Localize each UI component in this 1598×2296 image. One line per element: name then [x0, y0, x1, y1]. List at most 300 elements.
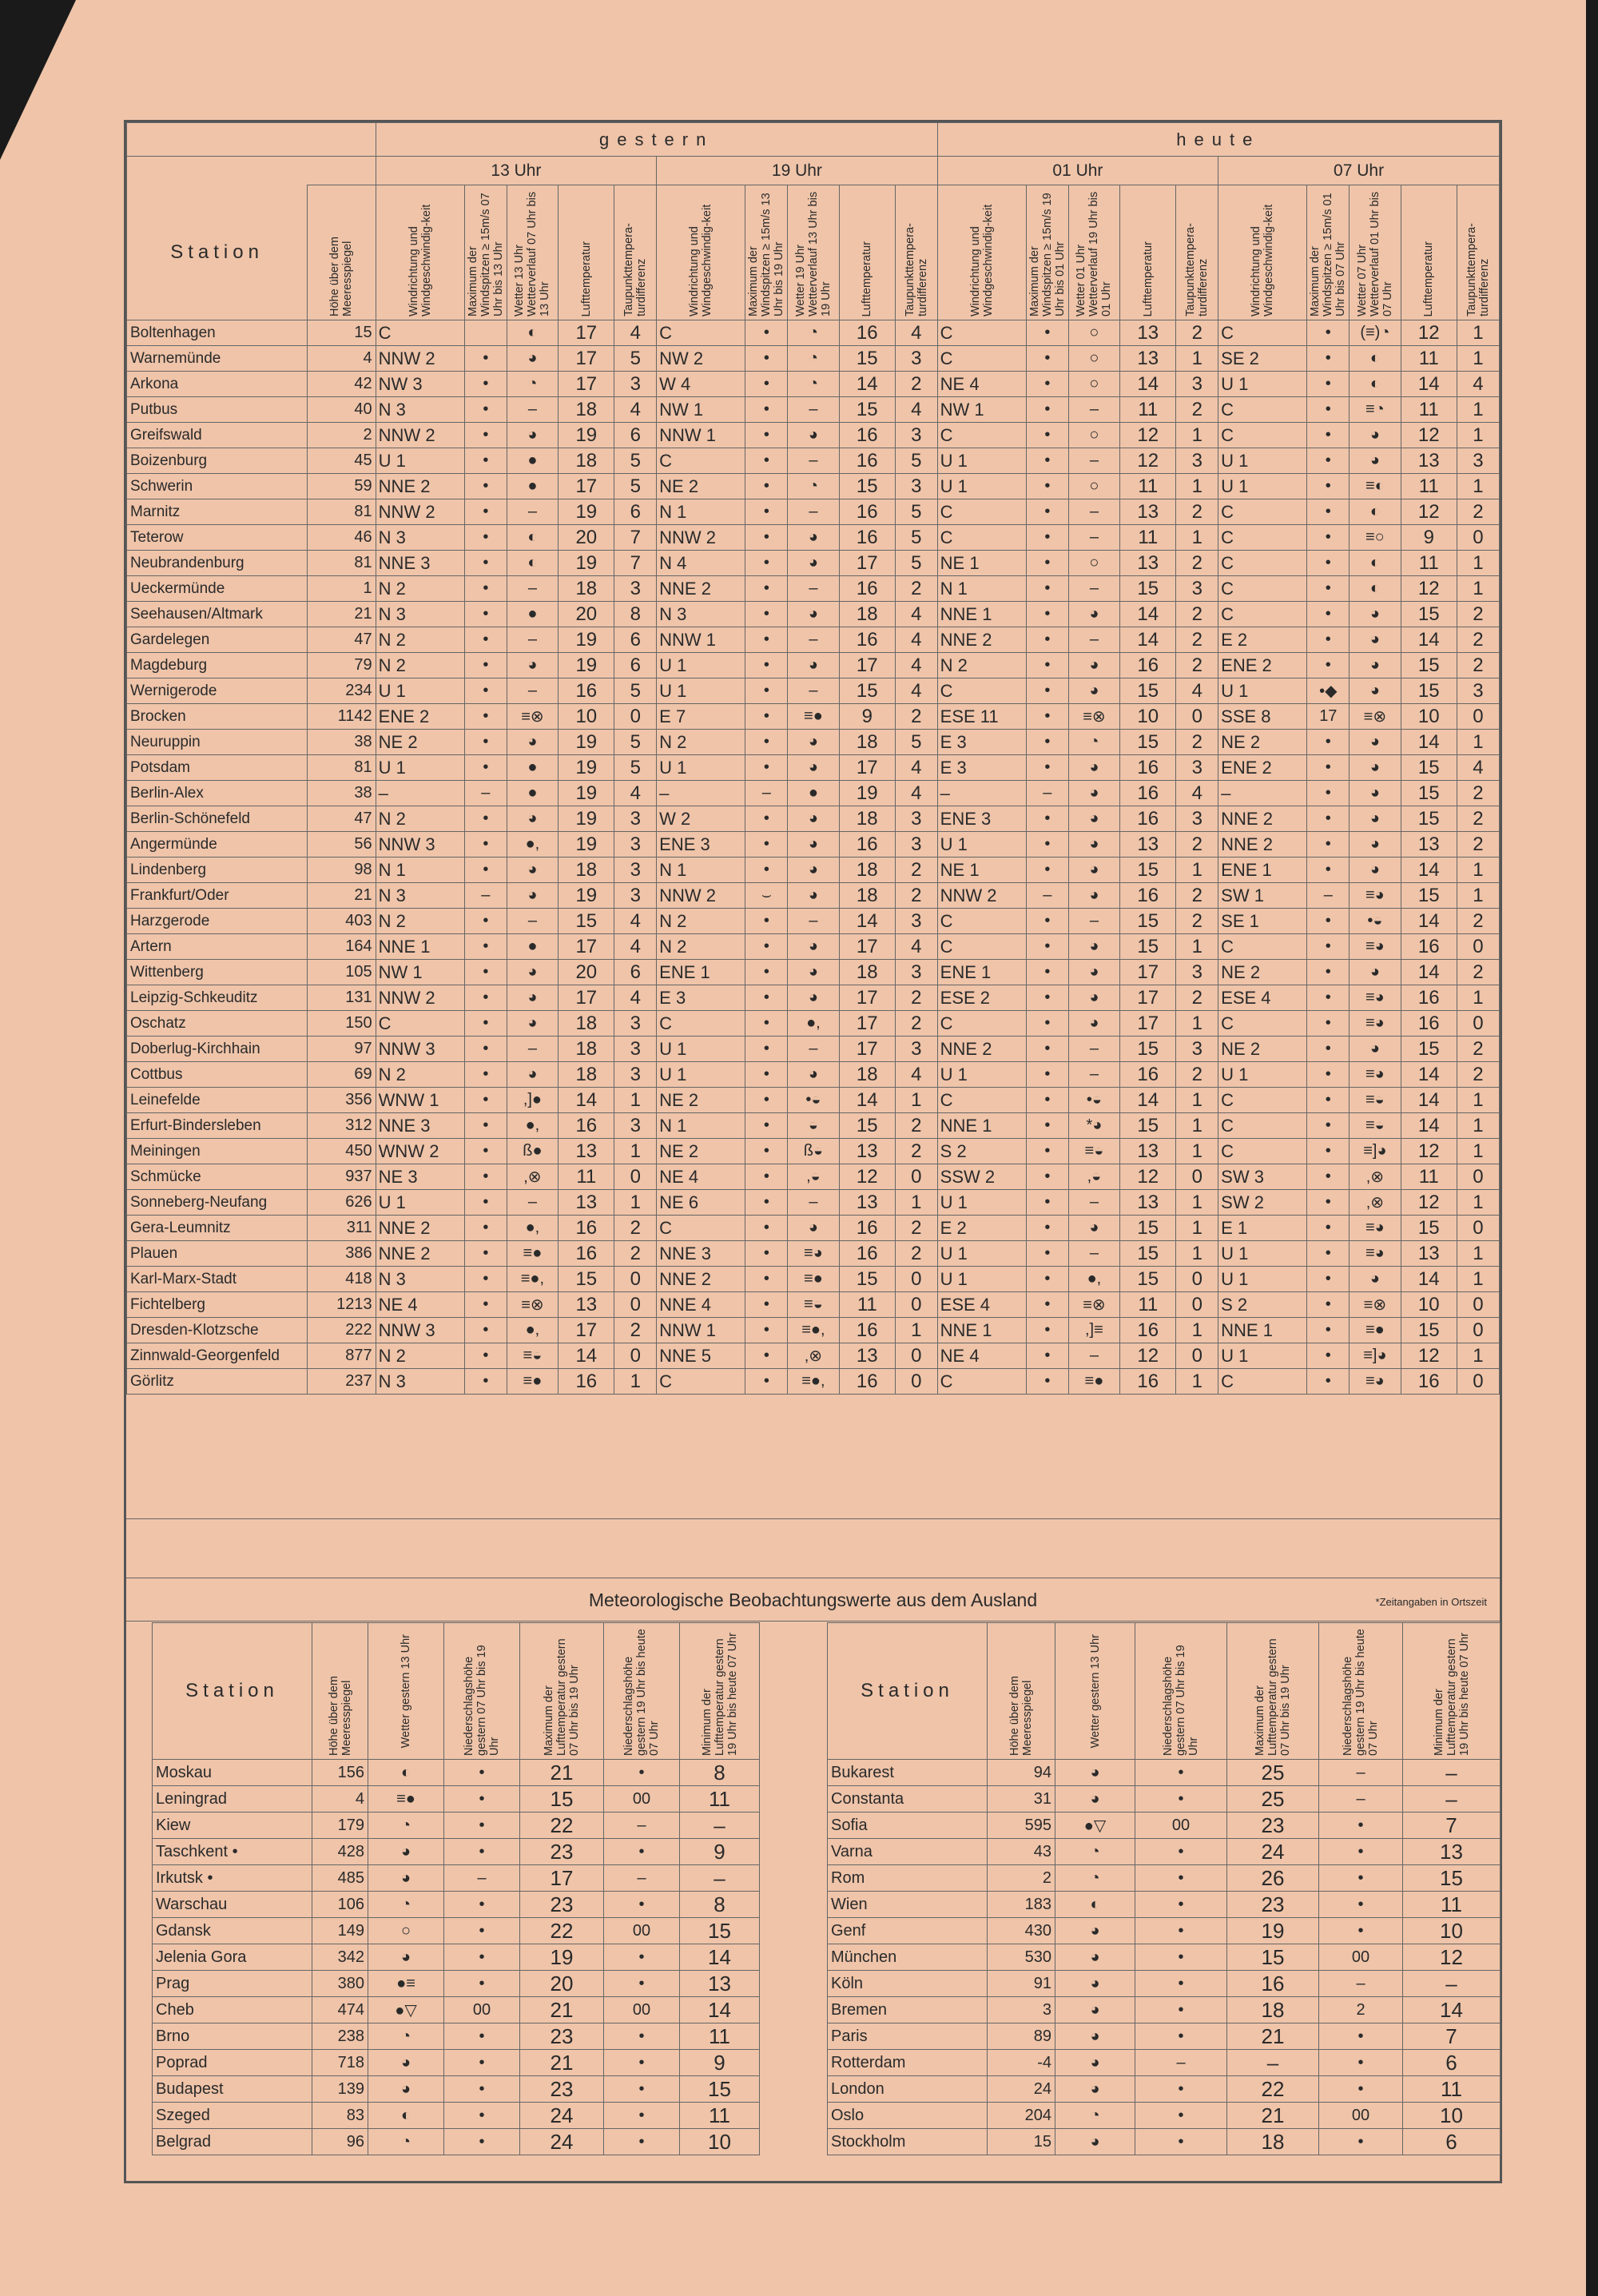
weather-cell: ●, — [788, 1011, 839, 1037]
weather-cell: ● — [507, 448, 558, 474]
wind-cell: NNW 2 — [937, 883, 1026, 909]
dewpoint-diff-cell: 0 — [1176, 1164, 1218, 1190]
wind-cell: U 1 — [937, 1190, 1026, 1216]
gust-cell: • — [464, 1113, 507, 1139]
temperature-cell: 15 — [1401, 602, 1457, 627]
wind-cell: ENE 2 — [1218, 755, 1307, 781]
column-header-col-max-13-0: Maximum der Windspitzen ≥ 15m/s 07 Uhr bis 13 Uhr — [464, 185, 507, 320]
precip-night-cell: • — [604, 2050, 680, 2076]
gust-cell: •◆ — [1307, 678, 1350, 704]
temperature-cell: 12 — [1401, 576, 1457, 602]
station-height: 24 — [988, 2076, 1055, 2103]
wind-cell: C — [657, 448, 745, 474]
weather-cell: ≡● — [1350, 1318, 1401, 1343]
dewpoint-diff-cell: 7 — [614, 551, 657, 576]
ausland-station-header: Station — [828, 1623, 988, 1760]
table-row — [127, 1139, 1500, 1164]
station-name: Neubrandenburg — [127, 551, 308, 576]
gust-cell: • — [1026, 1190, 1068, 1216]
temperature-cell: 14 — [1401, 1267, 1457, 1292]
weather-cell: ◐ — [1350, 551, 1401, 576]
station-name: Dresden-Klotzsche — [127, 1318, 308, 1343]
station-name: Belgrad — [153, 2129, 312, 2155]
gust-cell: • — [464, 551, 507, 576]
weather-cell: ◕ — [788, 755, 839, 781]
wind-cell: C — [1218, 499, 1307, 525]
weather-cell: ≡⊗ — [1350, 1292, 1401, 1318]
column-header-col-taupunkt-1: Taupunkttempera-turdifferenz — [895, 185, 937, 320]
gust-cell: • — [745, 346, 788, 372]
gust-cell: • — [464, 423, 507, 448]
wind-cell: E 3 — [937, 755, 1026, 781]
weather-cell: – — [1068, 627, 1119, 653]
precip-night-cell: • — [1319, 1839, 1403, 1865]
station-height: 386 — [308, 1241, 376, 1267]
temperature-cell: 15 — [1401, 1318, 1457, 1343]
station-height: 40 — [308, 397, 376, 423]
table-row — [153, 1892, 760, 1918]
station-name: Rotterdam — [828, 2050, 988, 2076]
station-name: Putbus — [127, 397, 308, 423]
gust-cell: • — [745, 858, 788, 883]
weather-cell: ◔ — [788, 346, 839, 372]
table-row — [127, 320, 1500, 346]
table-row — [127, 1318, 1500, 1343]
ausland-column-header: Maximum der Lufttemperatur gestern 07 Uhr bis 19 Uhr — [1227, 1623, 1319, 1760]
gust-cell: • — [464, 1267, 507, 1292]
temperature-cell: 19 — [559, 627, 614, 653]
station-height: 81 — [308, 551, 376, 576]
gust-cell: • — [745, 576, 788, 602]
temperature-cell: 12 — [1401, 1343, 1457, 1369]
station-height: 183 — [988, 1892, 1055, 1918]
weather-cell: ●▽ — [1055, 1813, 1135, 1839]
temperature-cell: 14 — [1401, 1062, 1457, 1088]
dewpoint-diff-cell: 2 — [1176, 602, 1218, 627]
corner-cell-2 — [127, 157, 376, 185]
wind-cell: ESE 2 — [937, 985, 1026, 1011]
dewpoint-diff-cell: 6 — [614, 627, 657, 653]
precip-night-cell: – — [604, 1865, 680, 1892]
temperature-cell: 15 — [839, 678, 895, 704]
max-temp-cell: 23 — [1227, 1892, 1319, 1918]
gust-cell: • — [1026, 320, 1068, 346]
wind-cell: – — [1218, 781, 1307, 806]
dewpoint-diff-cell: 1 — [1457, 1088, 1499, 1113]
table-row — [127, 755, 1500, 781]
dewpoint-diff-cell: 3 — [614, 1037, 657, 1062]
max-temp-cell: 21 — [1227, 2103, 1319, 2129]
weather-cell: ◕ — [368, 2076, 444, 2103]
gust-cell: • — [1026, 934, 1068, 960]
weather-cell: ○ — [1068, 423, 1119, 448]
weather-cell: ◕ — [507, 985, 558, 1011]
wind-cell: U 1 — [1218, 1241, 1307, 1267]
gust-cell: • — [1026, 525, 1068, 551]
gust-cell: • — [464, 1088, 507, 1113]
weather-cell: – — [1068, 576, 1119, 602]
dewpoint-diff-cell: 1 — [1457, 985, 1499, 1011]
weather-cell: ●, — [507, 832, 558, 858]
dewpoint-diff-cell: 0 — [1176, 1343, 1218, 1369]
station-height: 83 — [312, 2103, 368, 2129]
weather-cell: ◔ — [368, 1892, 444, 1918]
dewpoint-diff-cell: 4 — [895, 781, 937, 806]
column-header-col-temp-0: Lufttemperatur — [559, 185, 614, 320]
precip-day-cell: • — [444, 2129, 520, 2155]
table-row — [127, 423, 1500, 448]
station-name: Angermünde — [127, 832, 308, 858]
temperature-cell: 17 — [559, 346, 614, 372]
weather-cell: ≡◕ — [1350, 883, 1401, 909]
wind-cell: N 3 — [376, 883, 464, 909]
wind-cell: NNE 4 — [657, 1292, 745, 1318]
dewpoint-diff-cell: 2 — [1457, 832, 1499, 858]
temperature-cell: 12 — [1401, 1190, 1457, 1216]
table-row — [828, 2129, 1501, 2155]
column-header-col-wetter-19-1: Wetter 19 Uhr Wetterverlauf 13 Uhr bis 19 Uhr — [788, 185, 839, 320]
weather-cell: ◕ — [1350, 1037, 1401, 1062]
dewpoint-diff-cell: 6 — [614, 653, 657, 678]
temperature-cell: 16 — [559, 1241, 614, 1267]
table-row — [153, 2050, 760, 2076]
station-name: Karl-Marx-Stadt — [127, 1267, 308, 1292]
temperature-cell: 12 — [1401, 1139, 1457, 1164]
weather-cell: ◕ — [1055, 2076, 1135, 2103]
dewpoint-diff-cell: 1 — [1457, 1343, 1499, 1369]
temperature-cell: 14 — [1120, 1088, 1176, 1113]
dewpoint-diff-cell: 5 — [895, 499, 937, 525]
weather-cell: •◒ — [1350, 909, 1401, 934]
weather-cell: – — [507, 627, 558, 653]
wind-cell: WNW 1 — [376, 1088, 464, 1113]
column-header-col-wind-3: Windrichtung und Windgeschwindig-keit — [1218, 185, 1307, 320]
table-row — [828, 1971, 1501, 1997]
station-height: 311 — [308, 1216, 376, 1241]
temperature-cell: 15 — [1120, 1267, 1176, 1292]
gust-cell: • — [464, 806, 507, 832]
dewpoint-diff-cell: 3 — [895, 909, 937, 934]
ausland-column-header: Minimum der Lufttemperatur gestern 19 Uhr bis heute 07 Uhr — [680, 1623, 760, 1760]
weather-cell: – — [788, 499, 839, 525]
temperature-cell: 12 — [839, 1164, 895, 1190]
temperature-cell: 12 — [1120, 1343, 1176, 1369]
table-row — [127, 576, 1500, 602]
weather-cell: ≡]◕ — [1350, 1343, 1401, 1369]
weather-cell: ,⊗ — [1350, 1190, 1401, 1216]
max-temp-cell: 16 — [1227, 1971, 1319, 1997]
station-height: 595 — [988, 1813, 1055, 1839]
dewpoint-diff-cell: 0 — [895, 1267, 937, 1292]
precip-day-cell: • — [444, 1813, 520, 1839]
station-height: 2 — [308, 423, 376, 448]
temperature-cell: 12 — [1120, 423, 1176, 448]
wind-cell: U 1 — [657, 1062, 745, 1088]
station-height: 139 — [312, 2076, 368, 2103]
weather-cell: ◕ — [788, 525, 839, 551]
gust-cell: • — [1026, 346, 1068, 372]
weather-cell: – — [788, 909, 839, 934]
gust-cell: • — [1026, 551, 1068, 576]
gust-cell: • — [1307, 474, 1350, 499]
wind-cell: NE 2 — [657, 474, 745, 499]
temperature-cell: 18 — [839, 883, 895, 909]
gust-cell: • — [1026, 755, 1068, 781]
dewpoint-diff-cell: 2 — [614, 1241, 657, 1267]
dewpoint-diff-cell: 2 — [614, 1318, 657, 1343]
gust-cell: • — [464, 653, 507, 678]
temperature-cell: 19 — [559, 499, 614, 525]
gust-cell: • — [1026, 1343, 1068, 1369]
weather-cell: ≡◕ — [1350, 1216, 1401, 1241]
weather-cell: – — [1068, 1037, 1119, 1062]
temperature-cell: 17 — [839, 653, 895, 678]
dewpoint-diff-cell: 1 — [1457, 730, 1499, 755]
weather-cell: ≡● — [788, 704, 839, 730]
table-row — [153, 1944, 760, 1971]
wind-cell: C — [1218, 1113, 1307, 1139]
gust-cell: • — [1026, 704, 1068, 730]
wind-cell: N 2 — [376, 909, 464, 934]
weather-cell: – — [1068, 1190, 1119, 1216]
temperature-cell: 13 — [839, 1190, 895, 1216]
wind-cell: C — [1218, 423, 1307, 448]
wind-cell: U 1 — [1218, 372, 1307, 397]
temperature-cell: 13 — [559, 1190, 614, 1216]
station-height: 234 — [308, 678, 376, 704]
weather-cell: ◕ — [507, 730, 558, 755]
gust-cell: • — [745, 832, 788, 858]
precip-night-cell: • — [1319, 2129, 1403, 2155]
wind-cell: – — [376, 781, 464, 806]
temperature-cell: 16 — [839, 525, 895, 551]
gust-cell: • — [1026, 448, 1068, 474]
weather-cell: ◕ — [1350, 730, 1401, 755]
gust-cell: • — [745, 499, 788, 525]
gust-cell: • — [1307, 1216, 1350, 1241]
temperature-cell: 18 — [839, 602, 895, 627]
dewpoint-diff-cell: 1 — [614, 1139, 657, 1164]
min-temp-cell: 14 — [1403, 1997, 1501, 2023]
table-row — [127, 806, 1500, 832]
gust-cell: – — [1026, 883, 1068, 909]
temperature-cell: 18 — [839, 1062, 895, 1088]
wind-cell: NNW 3 — [376, 1037, 464, 1062]
max-temp-cell: 22 — [520, 1918, 604, 1944]
weather-cell: ● — [507, 602, 558, 627]
dewpoint-diff-cell: 0 — [1457, 1292, 1499, 1318]
gust-cell: • — [1307, 934, 1350, 960]
temperature-cell: 18 — [559, 448, 614, 474]
station-name: Boizenburg — [127, 448, 308, 474]
gust-cell: • — [1307, 1292, 1350, 1318]
weather-cell: ◕ — [788, 1216, 839, 1241]
dewpoint-diff-cell: 2 — [895, 576, 937, 602]
ausland-column-header: Niederschlagshöhe gestern 07 Uhr bis 19 Uhr — [1135, 1623, 1227, 1760]
temperature-cell: 15 — [1120, 934, 1176, 960]
gust-cell: • — [464, 525, 507, 551]
ausland-column-header: Minimum der Lufttemperatur gestern 19 Uhr bis heute 07 Uhr — [1403, 1623, 1501, 1760]
temperature-cell: 18 — [839, 730, 895, 755]
weather-cell: ◕ — [1350, 653, 1401, 678]
max-temp-cell: 23 — [1227, 1813, 1319, 1839]
wind-cell: NNW 2 — [657, 525, 745, 551]
weather-cell: ○ — [1068, 372, 1119, 397]
max-temp-cell: 23 — [520, 2076, 604, 2103]
gust-cell: • — [1307, 858, 1350, 883]
gust-cell: • — [1026, 1369, 1068, 1395]
dewpoint-diff-cell: 6 — [614, 960, 657, 985]
station-height: 430 — [988, 1918, 1055, 1944]
table-row — [153, 1839, 760, 1865]
weather-cell: ◕ — [368, 1944, 444, 1971]
temperature-cell: 16 — [559, 1113, 614, 1139]
weather-cell: ◔ — [1055, 1865, 1135, 1892]
max-temp-cell: 21 — [520, 1997, 604, 2023]
temperature-cell: 11 — [1120, 525, 1176, 551]
wind-cell: NNW 3 — [376, 1318, 464, 1343]
wind-cell: NW 1 — [376, 960, 464, 985]
min-temp-cell: 8 — [680, 1760, 760, 1786]
gust-cell: • — [745, 320, 788, 346]
temperature-cell: 17 — [1120, 960, 1176, 985]
station-column-header: Station — [127, 185, 308, 320]
temperature-cell: 11 — [1120, 1292, 1176, 1318]
wind-cell: E 7 — [657, 704, 745, 730]
weather-cell: ◕ — [1068, 602, 1119, 627]
gust-cell: • — [1026, 806, 1068, 832]
table-row — [127, 1292, 1500, 1318]
precip-night-cell: 00 — [1319, 1944, 1403, 1971]
station-height: 403 — [308, 909, 376, 934]
wind-cell: N 4 — [657, 551, 745, 576]
gust-cell: • — [1026, 832, 1068, 858]
station-height: 3 — [988, 1997, 1055, 2023]
gust-cell: • — [1307, 985, 1350, 1011]
station-name: Kiew — [153, 1813, 312, 1839]
table-row — [127, 525, 1500, 551]
table-row — [127, 730, 1500, 755]
dewpoint-diff-cell: 4 — [895, 678, 937, 704]
min-temp-cell: 11 — [680, 2103, 760, 2129]
min-temp-cell: 9 — [680, 2050, 760, 2076]
precip-day-cell: – — [1135, 2050, 1227, 2076]
station-height: 45 — [308, 448, 376, 474]
weather-cell: – — [1068, 1062, 1119, 1088]
wind-cell: S 2 — [1218, 1292, 1307, 1318]
weather-cell: ◕ — [507, 806, 558, 832]
min-temp-cell: 13 — [680, 1971, 760, 1997]
weather-cell: ,⊗ — [788, 1343, 839, 1369]
wind-cell: SW 3 — [1218, 1164, 1307, 1190]
table-row — [127, 909, 1500, 934]
weather-cell: – — [507, 1190, 558, 1216]
ausland-station-header: Station — [153, 1623, 312, 1760]
weather-cell: ,◒ — [1068, 1164, 1119, 1190]
table-row — [127, 1164, 1500, 1190]
station-height: 626 — [308, 1190, 376, 1216]
station-name: Leinefelde — [127, 1088, 308, 1113]
gust-cell: • — [1307, 1139, 1350, 1164]
wind-cell: NNW 1 — [657, 423, 745, 448]
temperature-cell: 15 — [1120, 730, 1176, 755]
dewpoint-diff-cell: 2 — [1176, 397, 1218, 423]
station-name: Berlin-Schönefeld — [127, 806, 308, 832]
gust-cell: • — [745, 1216, 788, 1241]
gust-cell: • — [745, 985, 788, 1011]
weather-cell: ◐ — [507, 525, 558, 551]
station-name: Paris — [828, 2023, 988, 2050]
dewpoint-diff-cell: 5 — [895, 730, 937, 755]
weather-cell: ◕ — [1350, 858, 1401, 883]
weather-cell: ● — [507, 781, 558, 806]
temperature-cell: 15 — [1401, 883, 1457, 909]
wind-cell: NNW 2 — [376, 499, 464, 525]
temperature-cell: 15 — [1120, 909, 1176, 934]
dewpoint-diff-cell: 4 — [895, 397, 937, 423]
temperature-cell: 16 — [839, 320, 895, 346]
precip-night-cell: • — [1319, 1918, 1403, 1944]
dewpoint-diff-cell: 4 — [895, 755, 937, 781]
station-name: Fichtelberg — [127, 1292, 308, 1318]
weather-cell: ◕ — [1350, 960, 1401, 985]
wind-cell: C — [1218, 320, 1307, 346]
temperature-cell: 15 — [1120, 858, 1176, 883]
column-header-col-temp-3: Lufttemperatur — [1401, 185, 1457, 320]
station-height: 105 — [308, 960, 376, 985]
table-row — [127, 627, 1500, 653]
temperature-cell: 14 — [1401, 730, 1457, 755]
table-row — [127, 448, 1500, 474]
gust-cell: • — [745, 1113, 788, 1139]
weather-cell: ≡◕ — [1350, 934, 1401, 960]
temperature-cell: 15 — [839, 474, 895, 499]
min-temp-cell: – — [680, 1813, 760, 1839]
wind-cell: C — [657, 1011, 745, 1037]
wind-cell: NNE 1 — [937, 1318, 1026, 1343]
gust-cell: • — [1307, 423, 1350, 448]
dewpoint-diff-cell: 8 — [614, 602, 657, 627]
table-row — [153, 1997, 760, 2023]
dewpoint-diff-cell: 5 — [614, 474, 657, 499]
weather-cell: ◕ — [1055, 1918, 1135, 1944]
precip-night-cell: • — [604, 2023, 680, 2050]
wind-cell: C — [1218, 934, 1307, 960]
gust-cell: • — [464, 730, 507, 755]
dewpoint-diff-cell: 0 — [895, 1369, 937, 1395]
wind-cell: NNE 2 — [937, 1037, 1026, 1062]
temperature-cell: 14 — [1120, 602, 1176, 627]
wind-cell: N 3 — [376, 525, 464, 551]
gust-cell: • — [1026, 678, 1068, 704]
table-row — [127, 1011, 1500, 1037]
dewpoint-diff-cell: 2 — [1176, 1062, 1218, 1088]
station-height: 718 — [312, 2050, 368, 2076]
temperature-cell: 19 — [559, 730, 614, 755]
precip-night-cell: • — [604, 2103, 680, 2129]
weather-cell: ● — [507, 474, 558, 499]
column-header-col-taupunkt-2: Taupunkttempera-turdifferenz — [1176, 185, 1218, 320]
dewpoint-diff-cell: 3 — [895, 423, 937, 448]
temperature-cell: 13 — [839, 1343, 895, 1369]
precip-day-cell: • — [1135, 1760, 1227, 1786]
gust-cell: • — [1307, 653, 1350, 678]
temperature-cell: 17 — [839, 1037, 895, 1062]
wind-cell: U 1 — [376, 448, 464, 474]
station-name: Gardelegen — [127, 627, 308, 653]
dewpoint-diff-cell: 1 — [1457, 1267, 1499, 1292]
weather-cell: ◕ — [1350, 678, 1401, 704]
